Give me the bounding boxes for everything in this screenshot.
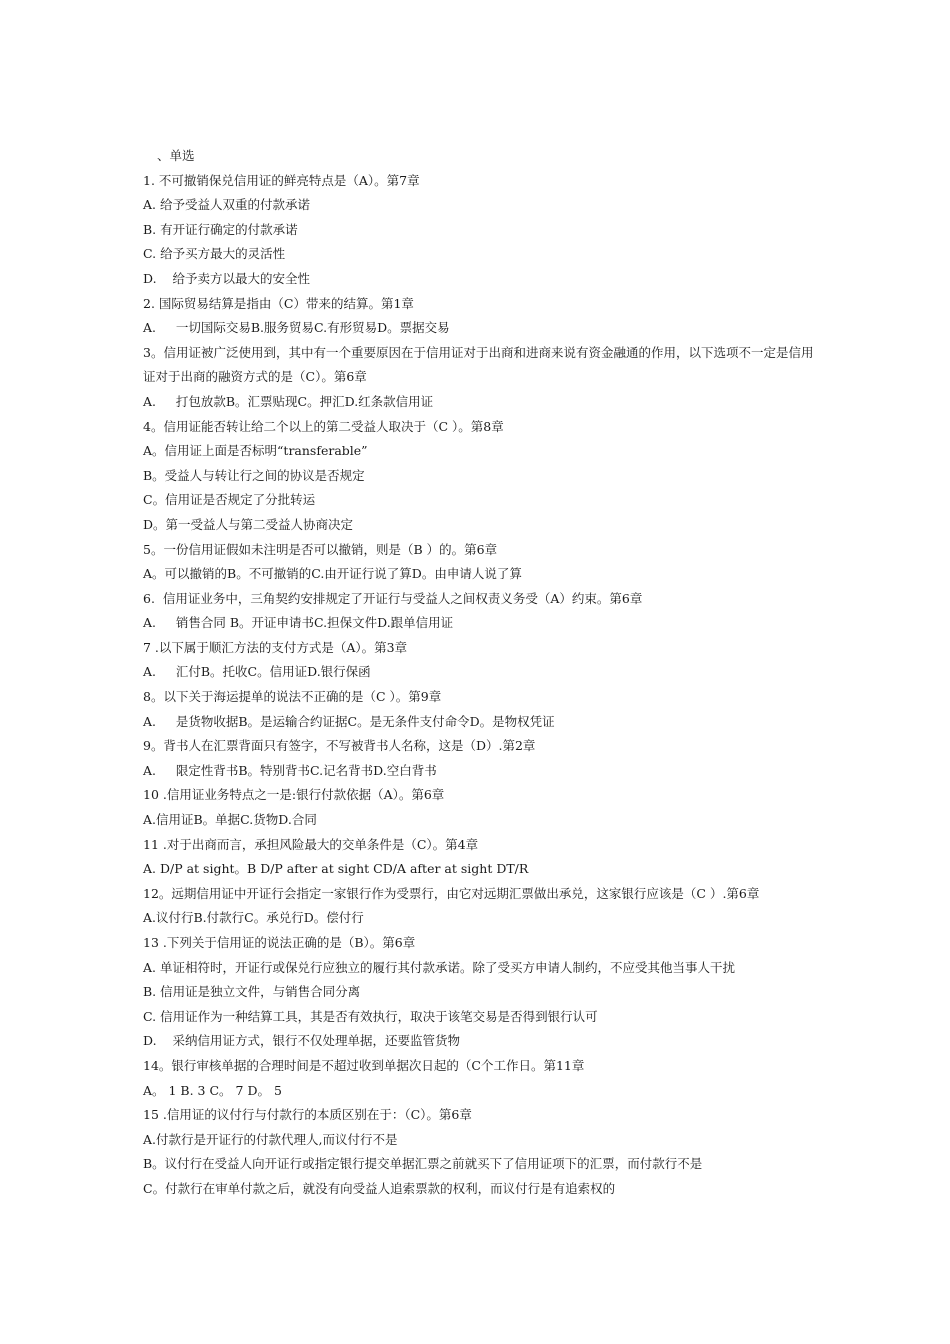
section-title: 、单选 xyxy=(157,148,195,163)
text-line: 15 .信用证的议付行与付款行的本质区别在于：（C）。第6章 xyxy=(143,1107,472,1123)
text-line: A. 给予受益人双重的付款承诺 xyxy=(143,197,310,213)
text-line: B. 信用证是独立文件，与销售合同分离 xyxy=(143,984,361,1000)
text-line: 4。信用证能否转让给二个以上的第二受益人取决于（C ）。第8章 xyxy=(143,418,504,434)
text-line: A. 一切国际交易B.服务贸易C.有形贸易D。票据交易 xyxy=(143,320,450,336)
text-line: D。第一受益人与第二受益人协商决定 xyxy=(143,516,354,532)
text-line: A. 销售合同 B。开证申请书C.担保文件D.跟单信用证 xyxy=(143,615,454,631)
text-line: C。付款行在审单付款之后，就没有向受益人追索票款的权利，而议付行是有追索权的 xyxy=(143,1180,616,1196)
text-line: C. 给予买方最大的灵活性 xyxy=(143,246,286,262)
text-line: A. 汇付B。托收C。信用证D.银行保函 xyxy=(143,664,371,680)
text-line: A。信用证上面是否标明“transferable” xyxy=(143,443,368,459)
text-line: 14。银行审核单据的合理时间是不超过收到单据次日起的（C个工作日。第11章 xyxy=(143,1057,585,1073)
text-line: B。议付行在受益人向开证行或指定银行提交单据汇票之前就买下了信用证项下的汇票，而付款行不是 xyxy=(143,1156,703,1172)
text-line: A. D/P at sight。B D/P after at sight CD/A after at sight DT/R xyxy=(143,861,529,877)
text-line: C。信用证是否规定了分批转运 xyxy=(143,492,316,508)
text-line: 5。一份信用证假如未注明是否可以撤销，则是（B ）的。第6章 xyxy=(143,541,498,557)
text-line: 13 .下列关于信用证的说法正确的是（B）。第6章 xyxy=(143,935,416,950)
text-line: A.议付行B.付款行C。承兑行D。偿付行 xyxy=(143,910,364,926)
text-line: D. 给予卖方以最大的安全性 xyxy=(143,270,310,286)
question-list xyxy=(143,169,823,1202)
text-line: 9。背书人在汇票背面只有签字，不写被背书人名称，这是（D）.第2章 xyxy=(143,738,536,754)
text-line: A. 打包放款B。汇票贴现C。押汇D.红条款信用证 xyxy=(143,393,434,409)
text-line: 12。远期信用证中开证行会指定一家银行作为受票行，由它对远期汇票做出承兑，这家银行应该是（C ）.第6章 xyxy=(143,885,760,901)
text-line: 1. 不可撤销保兑信用证的鲜亮特点是（A）。第7章 xyxy=(143,172,420,188)
text-line: A. 是货物收据B。是运输合约证据C。是无条件支付命令D。是物权凭证 xyxy=(143,713,555,729)
text-line: 3。信用证被广泛使用到，其中有一个重要原因在于信用证对于出商和进商来说有资金融通的作用，以下选项不一定是信用证对于出商的融资方式的是（C）。第6章 xyxy=(143,344,814,385)
text-line: A.付款行是开证行的付款代理人,而议付行不是 xyxy=(143,1131,398,1147)
text-line: B. 有开证行确定的付款承诺 xyxy=(143,221,298,237)
document-body xyxy=(143,144,823,1202)
text-line: 11 .对于出商而言，承担风险最大的交单条件是（C）。第4章 xyxy=(143,836,479,852)
text-line: C. 信用证作为一种结算工具，其是否有效执行，取决于该笔交易是否得到银行认可 xyxy=(143,1008,598,1024)
text-line: A. 单证相符时，开证行或保兑行应独立的履行其付款承诺。除了受买方申请人制约，不应受其他当事人干扰 xyxy=(143,959,735,975)
text-line: 10 .信用证业务特点之一是:银行付款依据（A）。第6章 xyxy=(143,787,445,803)
text-line: 2. 国际贸易结算是指由（C）带来的结算。第1章 xyxy=(143,295,414,311)
text-line: 7 .以下属于顺汇方法的支付方式是（A）。第3章 xyxy=(143,639,408,655)
text-line: A。可以撤销的B。不可撤销的C.由开证行说了算D。由申请人说了算 xyxy=(143,566,522,582)
text-line: A.信用证B。单据C.货物D.合同 xyxy=(143,812,317,828)
text-line: 6. 信用证业务中，三角契约安排规定了开证行与受益人之间权责义务受（A）约束。第6章 xyxy=(143,590,643,606)
text-line: A。 1 B. 3 C。 7 D。 5 xyxy=(143,1082,282,1098)
text-line: A. 限定性背书B。特别背书C.记名背书D.空白背书 xyxy=(143,762,437,778)
text-line: D. 采纳信用证方式，银行不仅处理单据，还要监管货物 xyxy=(143,1033,460,1049)
text-line: B。受益人与转让行之间的协议是否规定 xyxy=(143,467,365,483)
text-line: 8。以下关于海运提单的说法不正确的是（C ）。第9章 xyxy=(143,689,442,705)
